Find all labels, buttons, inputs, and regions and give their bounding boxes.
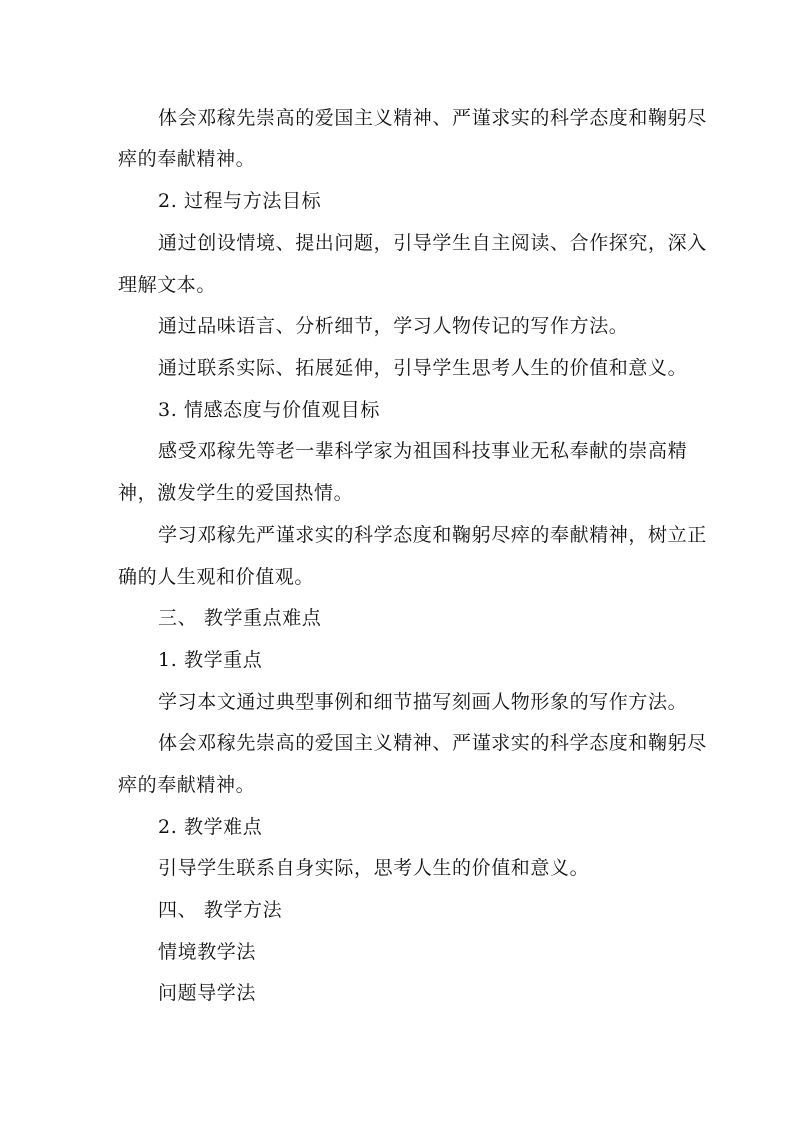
paragraph-line: 确的人生观和价值观。 <box>118 566 315 588</box>
paragraph-line: 体会邓稼先崇高的爱国主义精神、严谨求实的科学态度和鞠躬尽 <box>158 107 707 129</box>
paragraph-line: 体会邓稼先崇高的爱国主义精神、严谨求实的科学态度和鞠躬尽 <box>158 732 707 754</box>
paragraph-line: 通过创设情境、提出问题，引导学生自主阅读、合作探究，深入 <box>158 232 707 254</box>
section-heading: 三、 教学重点难点 <box>158 607 322 629</box>
paragraph-line: 理解文本。 <box>118 274 217 296</box>
paragraph-line: 通过联系实际、拓展延伸，引导学生思考人生的价值和意义。 <box>158 357 688 379</box>
paragraph-line: 学习本文通过典型事例和细节描写刻画人物形象的写作方法。 <box>158 691 688 713</box>
paragraph-line: 引导学生联系自身实际，思考人生的价值和意义。 <box>158 857 590 879</box>
section-subheading: 1. 教学重点 <box>158 649 263 671</box>
section-heading: 四、 教学方法 <box>158 899 283 921</box>
paragraph-line: 通过品味语言、分析细节，学习人物传记的写作方法。 <box>158 315 629 337</box>
section-subheading: 2. 教学难点 <box>158 816 263 838</box>
list-item: 情境教学法 <box>158 941 257 963</box>
list-item: 问题导学法 <box>158 982 257 1004</box>
paragraph-line: 神，激发学生的爱国热情。 <box>118 482 354 504</box>
paragraph-line: 感受邓稼先等老一辈科学家为祖国科技事业无私奉献的崇高精 <box>158 440 688 462</box>
section-subheading: 3. 情感态度与价值观目标 <box>158 399 380 421</box>
section-subheading: 2. 过程与方法目标 <box>158 190 322 212</box>
paragraph-line: 瘁的奉献精神。 <box>118 148 256 170</box>
paragraph-line: 瘁的奉献精神。 <box>118 774 256 796</box>
paragraph-line: 学习邓稼先严谨求实的科学态度和鞠躬尽瘁的奉献精神，树立正 <box>158 524 707 546</box>
